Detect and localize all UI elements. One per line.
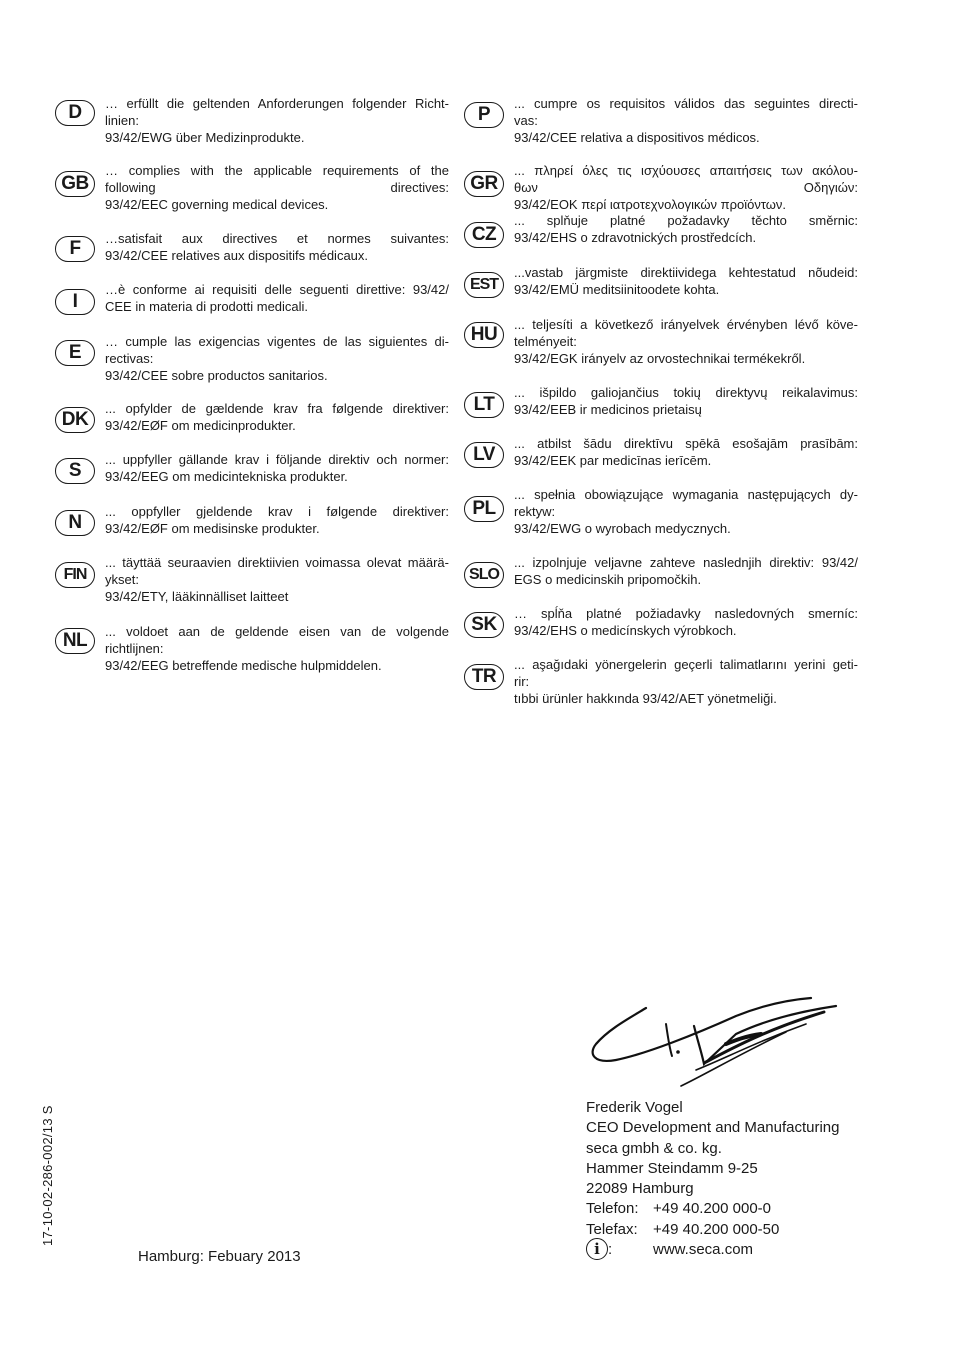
declaration-line: tıbbi ürünler hakkında 93/42/AET yönetmeliği. <box>514 691 777 706</box>
declaration-line: 93/42/EHS o medicínskych výrobkoch. <box>514 623 737 638</box>
place-date: Hamburg: Febuary 2013 <box>138 1248 301 1265</box>
contact-street: Hammer Steindamm 9-25 <box>586 1159 758 1177</box>
declaration-line: ... izpolnjuje veljavne zahteve naslednjih direktiv: 93/42/ <box>514 555 858 570</box>
country-badge-nl: NL <box>55 628 95 654</box>
country-badge-p: P <box>464 102 504 128</box>
declaration-line: ... spełnia obowiązujące wymagania następujących dy- <box>514 487 858 502</box>
declaration-line: ... πληρεί όλες τις ισχύουσες απαιτήσεις των ακόλου- <box>514 163 858 178</box>
declaration-line: 93/42/EEB ir medicinos prietaisų <box>514 402 702 417</box>
declaration-line: … complies with the applicable requirements of the <box>105 163 449 178</box>
country-badge-lv: LV <box>464 442 504 468</box>
declaration-line: … erfüllt die geltenden Anforderungen folgender Richt- <box>105 96 449 111</box>
declaration-line: 93/42/CEE sobre productos sanitarios. <box>105 368 328 383</box>
declaration-line: 93/42/EWG über Medizinprodukte. <box>105 130 305 145</box>
declaration-line: linien: <box>105 113 139 128</box>
declaration-line: 93/42/CEE relativa a dispositivos médicos. <box>514 130 760 145</box>
fax-label: Telefax: <box>586 1220 638 1238</box>
phone-label: Telefon: <box>586 1200 639 1218</box>
declaration-line: ... opfylder de gældende krav fra følgende direktiver: <box>105 401 449 416</box>
declaration-line: 93/42/EEG om medicintekniska produkter. <box>105 469 348 484</box>
declaration-line: rectivas: <box>105 351 154 366</box>
declaration-text-sk <box>514 605 858 639</box>
declaration-line: 93/42/EMÜ meditsiinitoodete kohta. <box>514 282 720 297</box>
web-row <box>586 1240 839 1260</box>
declaration-text-pl <box>514 486 858 537</box>
declaration-text-tr <box>514 656 858 707</box>
declaration-line: following directives: <box>105 180 449 195</box>
web-link[interactable]: www.seca.com <box>653 1241 754 1259</box>
declaration-text-lt <box>514 384 858 418</box>
declaration-line: 93/42/EØF om medicinprodukter. <box>105 418 296 433</box>
contact-name: Frederik Vogel <box>586 1099 683 1116</box>
declaration-text-cz <box>514 212 858 246</box>
declaration-line: ... išpildo galiojančius tokių direktyvų reikalavimus: <box>514 385 858 400</box>
declaration-line: ... aşağıdaki yönergelerin geçerli talimatlarını yerini geti- <box>514 657 858 672</box>
country-badge-sk: SK <box>464 612 504 638</box>
declaration-line: ... täyttää seuraavien direktiivien voimassa olevat määrä- <box>105 555 449 570</box>
declaration-line: ykset: <box>105 572 139 587</box>
declaration-text-p <box>514 95 858 146</box>
declaration-line: 93/42/CEE relatives aux dispositifs médicaux. <box>105 248 369 263</box>
declaration-text-slo <box>514 554 858 588</box>
declaration-text-nl <box>105 623 449 674</box>
contact-company: seca gmbh & co. kg. <box>586 1139 722 1157</box>
declaration-text-fin <box>105 554 449 605</box>
declaration-line: θων Οδηγιών: <box>514 180 858 195</box>
declaration-line: rektyw: <box>514 504 556 519</box>
declaration-line: … spĺňa platné požiadavky nasledovných smerníc: <box>514 606 858 621</box>
declaration-line: telményeit: <box>514 334 577 349</box>
country-badge-gr: GR <box>464 171 504 197</box>
declaration-line: ... cumpre os requisitos válidos das seguintes directi- <box>514 96 858 111</box>
declaration-text-n <box>105 503 449 537</box>
info-icon: i <box>586 1238 608 1260</box>
declaration-line: ... oppfyller gjeldende krav i følgende direktiver: <box>105 504 449 519</box>
declaration-line: ... uppfyller gällande krav i följande direktiv och normer: <box>105 452 449 467</box>
country-badge-dk: DK <box>55 407 95 433</box>
declaration-line: …è conforme ai requisiti delle seguenti direttive: 93/42/ <box>105 282 449 297</box>
phone-value: +49 40.200 000-0 <box>653 1200 772 1218</box>
country-badge-lt: LT <box>464 392 504 418</box>
declaration-text-hu <box>514 316 858 367</box>
declaration-line: …satisfait aux directives et normes suivantes: <box>105 231 449 246</box>
declaration-line: 93/42/EWG o wyrobach medycznych. <box>514 521 731 536</box>
contact-city: 22089 Hamburg <box>586 1180 694 1198</box>
declaration-text-d <box>105 95 449 146</box>
country-badge-fin: FIN <box>55 562 95 588</box>
declaration-line: 93/42/EGK irányelv az orvostechnikai termékekről. <box>514 351 806 366</box>
contact-title: CEO Development and Manufacturing <box>586 1119 840 1137</box>
document-number: 17-10-02-286-002/13 S <box>40 1105 55 1246</box>
declaration-line: … cumple las exigencias vigentes de las siguientes di- <box>105 334 449 349</box>
declaration-text-i <box>105 281 449 315</box>
declaration-line: vas: <box>514 113 538 128</box>
country-badge-n: N <box>55 510 95 536</box>
country-badge-hu: HU <box>464 322 504 348</box>
declaration-text-dk <box>105 400 449 434</box>
declaration-line: CEE in materia di prodotti medicali. <box>105 299 309 314</box>
declaration-line: 93/42/EEK par medicīnas ierīcēm. <box>514 453 712 468</box>
country-badge-i: I <box>55 289 95 315</box>
country-badge-pl: PL <box>464 496 504 522</box>
country-badge-slo: SLO <box>464 562 504 588</box>
declaration-line: 93/42/EOK περί ιατροτεχνολογικών προϊόντων. <box>514 197 787 212</box>
contact-block <box>586 1098 839 1260</box>
declaration-text-f <box>105 230 449 264</box>
declaration-line: ... teljesíti a következő irányelvek érvényben lévő köve- <box>514 317 858 332</box>
country-badge-s: S <box>55 458 95 484</box>
phone-row <box>586 1199 839 1219</box>
declaration-text-est <box>514 264 858 298</box>
declaration-text-lv <box>514 435 858 469</box>
declaration-line: richtlijnen: <box>105 641 164 656</box>
country-badge-e: E <box>55 340 95 366</box>
declaration-line: ...vastab järgmiste direktiividega kehtestatud nõudeid: <box>514 265 858 280</box>
declaration-text-s <box>105 451 449 485</box>
web-label: : <box>608 1241 613 1259</box>
country-badge-f: F <box>55 236 95 262</box>
country-badge-d: D <box>55 100 95 126</box>
declaration-line: ... splňuje platné požadavky těchto směrnic: <box>514 213 858 228</box>
declaration-line: ... voldoet aan de geldende eisen van de volgende <box>105 624 449 639</box>
declaration-line: rir: <box>514 674 530 689</box>
declaration-line: 93/42/EØF om medisinske produkter. <box>105 521 320 536</box>
declaration-line: ... atbilst šādu direktīvu spēkā esošajām prasībām: <box>514 436 858 451</box>
declaration-line: 93/42/EHS o zdravotnických prostředcích. <box>514 230 757 245</box>
country-badge-cz: CZ <box>464 222 504 248</box>
declaration-line: 93/42/EEG betreffende medische hulpmiddelen. <box>105 658 382 673</box>
declaration-line: EGS o medicinskih pripomočkih. <box>514 572 702 587</box>
fax-row <box>586 1220 839 1240</box>
signature <box>586 994 842 1094</box>
declaration-text-gr <box>514 162 858 213</box>
country-badge-est: EST <box>464 272 504 298</box>
declaration-line: 93/42/EEC governing medical devices. <box>105 197 329 212</box>
country-badge-gb: GB <box>55 171 95 197</box>
fax-value: +49 40.200 000-50 <box>653 1220 780 1238</box>
declaration-text-e <box>105 333 449 384</box>
country-badge-tr: TR <box>464 664 504 690</box>
declaration-text-gb <box>105 162 449 213</box>
declaration-line: 93/42/ETY, lääkinnälliset laitteet <box>105 589 289 604</box>
